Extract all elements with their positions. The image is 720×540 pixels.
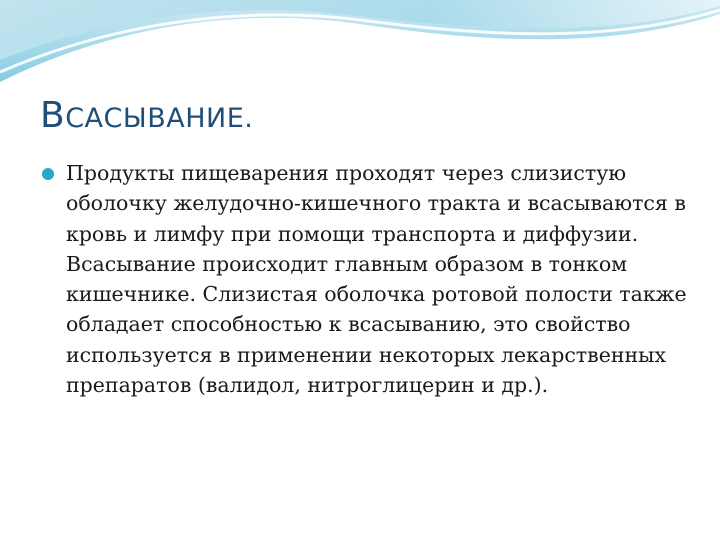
header-wave-decoration [0,0,720,90]
bullet-list [40,158,690,400]
slide-title-rest: САСЫВАНИЕ. [65,103,254,134]
bullet-dot-icon [42,168,54,180]
slide-title [40,95,253,136]
slide-title-initial: В [40,95,66,136]
bullet-item [40,158,690,400]
bullet-text: Продукты пищеварения проходят через слизистую оболочку желудочно-кишечного тракта и всасываются в кровь и лимфу при помощи транспорта и диффузии. Всасывание происходит главным образом в тонком кишечнике. Слизистая оболочка ротовой полости также обладает способностью к всасыванию, это свойство используется в применении некоторых лекарственных препаратов (валидол, нитроглицерин и др.). [66,161,687,398]
